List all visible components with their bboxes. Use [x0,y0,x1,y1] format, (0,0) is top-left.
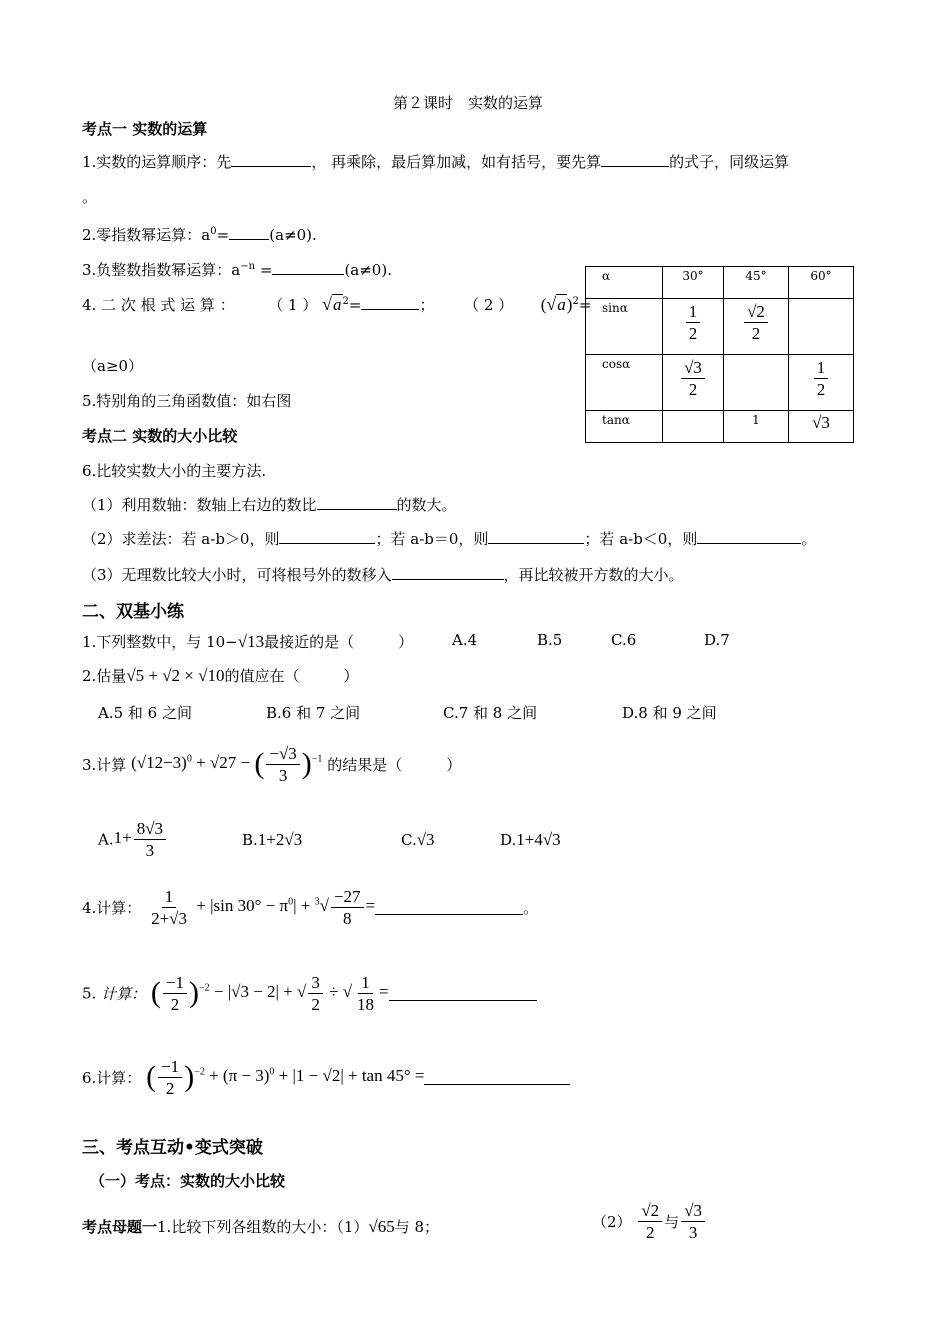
q1-option-a: A.4 [452,631,478,649]
q2-option-b: B.6 和 7 之间 [266,704,361,722]
question-5: 5. 计算： ( $\frac{-1}{2}$ )$^{-2}$ − |√3 − 2| + √ $\frac{3}{2}$ ÷ √ $\frac{1}{18}$ = [82,972,537,1015]
tan45-value: 1 [724,411,789,443]
section-heading-2: 考点二 实数的大小比较 [82,427,238,445]
tan60-value: √3 [789,411,854,443]
section-heading-1: 考点一 实数的运算 [82,120,208,138]
method-2: （2）求差法：若 a-b＞0，则 ；若 a-b＝0，则 ；若 a-b＜0，则 。 [82,530,817,548]
part3-subheading: （一）考点：实数的大小比较 [90,1172,286,1190]
question-4: 4.计算： $\frac{1}{2+√3}$ + |sin $30^\circ - \pi^0| + ^3√$ $\frac{-27}{8}$ = 。 [82,887,539,928]
trig-table [585,266,854,443]
q2-option-d: D.8 和 9 之间 [622,704,717,722]
cos30-value: $\frac{√3}{2}$ [663,355,724,411]
page-title: 第２课时 实数的运算 [393,94,544,112]
question-2: 2.估量√5 + √2 × √10的值应在（ ） [82,666,359,685]
q1-option-b: B.5 [537,631,563,649]
trig-label-tan: tanα [586,411,663,443]
item-4: 4. 二 次 根 式 运 算 ： （ 1 ） $√a^2=$ ； （ 2 ） $(√a)^2=$ [82,294,592,314]
q3-option-d: D.1+4√3 [500,830,561,849]
method-1: （1）利用数轴：数轴上右边的数比 的数大。 [82,496,457,514]
q1-option-c: C.6 [611,631,637,649]
mother-question-1: 考点母题一1.比较下列各组数的大小：（1）√65与 8； [82,1217,440,1236]
mother-question-1-part-2: （2） $\frac{√2}{2}$ 与 $\frac{√3}{3}$ [592,1200,707,1243]
cos60-value: $\frac{1}{2}$ [789,355,854,411]
trig-label-cos: cosα [586,355,663,411]
item-3: 3.负整数指数幂运算：$a^{-n} = (a\ne 0)$. [82,261,392,279]
method-3: （3）无理数比较大小时，可将根号外的数移入 ，再比较被开方数的大小。 [82,566,684,584]
q3-option-b: B.1+2√3 [242,830,303,849]
trig-header-alpha: α [586,267,663,299]
sin45-value: $\frac{√2}{2}$ [724,299,789,355]
question-3: 3.计算 $(√12-3)^0 + √27$ − ( $\frac{-√3}{3}$ )$^{-1}$ 的结果是（ ） [82,744,462,785]
q2-option-a: A.5 和 6 之间 [98,704,192,722]
trig-header-30: 30° [663,267,724,299]
question-6: 6.计算： ( $\frac{-1}{2}$ )$^{-2} + (\pi - 3)^0 + |1 - √2| + \tan 45^\circ$ = [82,1056,570,1099]
item-6: 6.比较实数大小的主要方法. [82,462,267,480]
trig-label-sin: sinα [586,299,663,355]
question-1: 1.下列整数中，与 10−√13最接近的是（ ） [82,632,414,651]
part3-heading: 三、考点互动•变式突破 [82,1138,263,1158]
q1-option-d: D.7 [704,631,730,649]
item-1: 1.实数的运算顺序：先 ， 再乘除，最后算加减，如有括号，要先算 的式子，同级运算 [82,153,790,171]
q3-option-a: A.1+ $\frac{8√3}{3}$ [98,818,168,861]
sin30-value: $\frac{1}{2}$ [663,299,724,355]
item-2: 2.零指数幂运算：$a^0= (a\ne 0)$. [82,226,317,244]
item-4-cond: （a≥0） [82,357,144,375]
item-1-end: 。 [82,188,98,206]
item-5: 5.特别角的三角函数值：如右图 [82,392,292,410]
q2-option-c: C.7 和 8 之间 [443,704,538,722]
trig-header-45: 45° [724,267,789,299]
q3-option-c: C.√3 [401,830,435,849]
part2-heading: 二、双基小练 [82,602,184,622]
trig-header-60: 60° [789,267,854,299]
